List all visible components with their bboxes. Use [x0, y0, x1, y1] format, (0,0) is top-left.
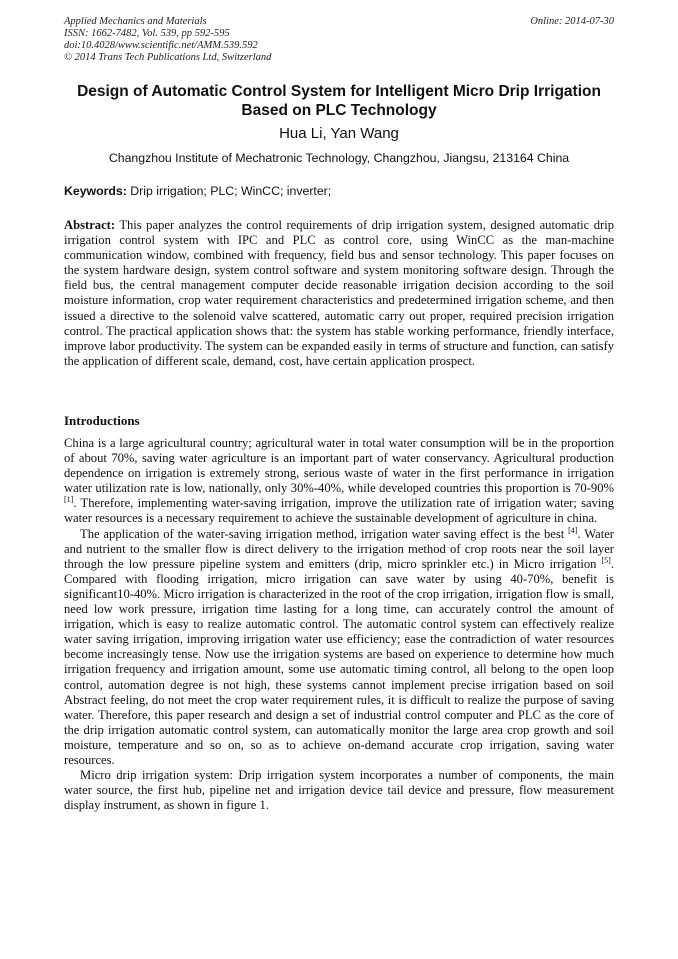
intro-paragraph-2 — [64, 527, 614, 769]
citation-4: [4] — [568, 525, 578, 535]
intro-p2-text-c: . Compared with flooding irrigation, micro irrigation can save water by using 40-70%, benefit is significant10-40%. Micro irrigation is characterized in the root of the crop irrigation, irrigation flow is small, need low work pressure, irrigation time lasting for a long time, can accurately control the amount of irrigation, which is easy to realize automatic control. The automatic control system can effectively realize water saving irrigation, improving irrigation water use efficiency; ease the contradiction of water resources become increasingly tense. Now use the irrigation systems are based on experience to determine how much irrigation frequency and irrigation amount, some use automatic timing control, all belong to the open loop control, automation degree is not high, these systems cannot implement precise irrigation based on soil Abstract feeling, do not meet the crop water requirement rules, it is difficult to realize the purpose of saving water. Therefore, this paper research and design a set of industrial control computer and PLC as the core of the drip irrigation automatic control system, can automatically monitor the large area crop growth and soil moisture, temperature and so on, so as to achieve on-demand accurate crop irrigation, saving water resources. — [64, 556, 614, 767]
online-date: Online: 2014-07-30 — [530, 16, 614, 27]
intro-p1-text-a: China is a large agricultural country; agricultural water in total water consumption will be in the proportion of about 70%, saving water agriculture is an important part of water conservancy. Agricultural production dependence on irrigation is extremely strong, serious waste of water in the first performance in irrigation water utilization rate is low, nationally, only 30%-40%, while developed countries this proportion is 70-90% — [64, 436, 614, 496]
paper-title — [40, 82, 638, 120]
copyright-line: © 2014 Trans Tech Publications Ltd, Switzerland — [64, 52, 272, 63]
intro-paragraph-3: Micro drip irrigation system: Drip irrigation system incorporates a number of components, the main water source, the first hub, pipeline net and irrigation device tail device and pressure, flow measurement display instrument, as shown in figure 1. — [64, 768, 614, 813]
keywords-text: Drip irrigation; PLC; WinCC; inverter; — [130, 184, 332, 198]
affiliation: Changzhou Institute of Mechatronic Technology, Changzhou, Jiangsu, 213164 China — [108, 151, 570, 165]
abstract-text: This paper analyzes the control requirements of drip irrigation system, designed automatic drip irrigation control system with IPC and PLC as control core, using WinCC as the man-machine communication window, combined with frequency, field bus and sensor technology. This paper focuses on the system hardware design, system control software and system monitoring software design. Through the field bus, the central management computer decide reasonable irrigation decision according to the soil moisture information, crop water requirement characteristics and predetermined irrigation scheme, and then issued a directive to the solenoid valve scattered, automatic carry out proper, required precision irrigation control. The practical application shows that: the system has stable working performance, friendly interface, improve labor productivity. The system can be expanded easily in terms of structure and function, can satisfy the application of different scale, demand, cost, have certain application prospect. — [64, 218, 614, 368]
intro-p2-text-a: The application of the water-saving irrigation method, irrigation water saving effect is the best — [80, 526, 569, 541]
keywords-line — [64, 183, 614, 199]
title-line-2: Based on PLC Technology — [241, 102, 437, 119]
intro-p2-text-b: . Water and nutrient to the smaller flow is direct delivery to the irrigation method of crop roots near the soil layer through the low pressure pipeline system and emitters (drip, micro sprinkler etc.) in Micro irrigation — [64, 526, 614, 571]
keywords-label: Keywords: — [64, 184, 127, 198]
title-line-1: Design of Automatic Control System for Intelligent Micro Drip Irrigation — [77, 83, 601, 100]
journal-name: Applied Mechanics and Materials — [64, 16, 207, 27]
journal-header — [64, 16, 464, 64]
issn-line: ISSN: 1662-7482, Vol. 539, pp 592-595 — [64, 28, 230, 39]
citation-1: [1] — [64, 495, 74, 505]
doi-line: doi:10.4028/www.scientific.net/AMM.539.592 — [64, 40, 258, 51]
intro-p1-text-b: . Therefore, implementing water-saving irrigation, improve the utilization rate of irrigation water; saving water resources is a necessary requirement to achieve the sustainable development of agriculture in china. — [64, 496, 614, 526]
abstract-label: Abstract: — [64, 218, 116, 232]
citation-5: [5] — [601, 555, 611, 565]
section-heading-introductions: Introductions — [64, 413, 140, 428]
author-list: Hua Li, Yan Wang — [279, 125, 399, 142]
abstract-paragraph — [64, 218, 614, 369]
introduction-section — [64, 436, 614, 813]
intro-paragraph-1 — [64, 436, 614, 527]
